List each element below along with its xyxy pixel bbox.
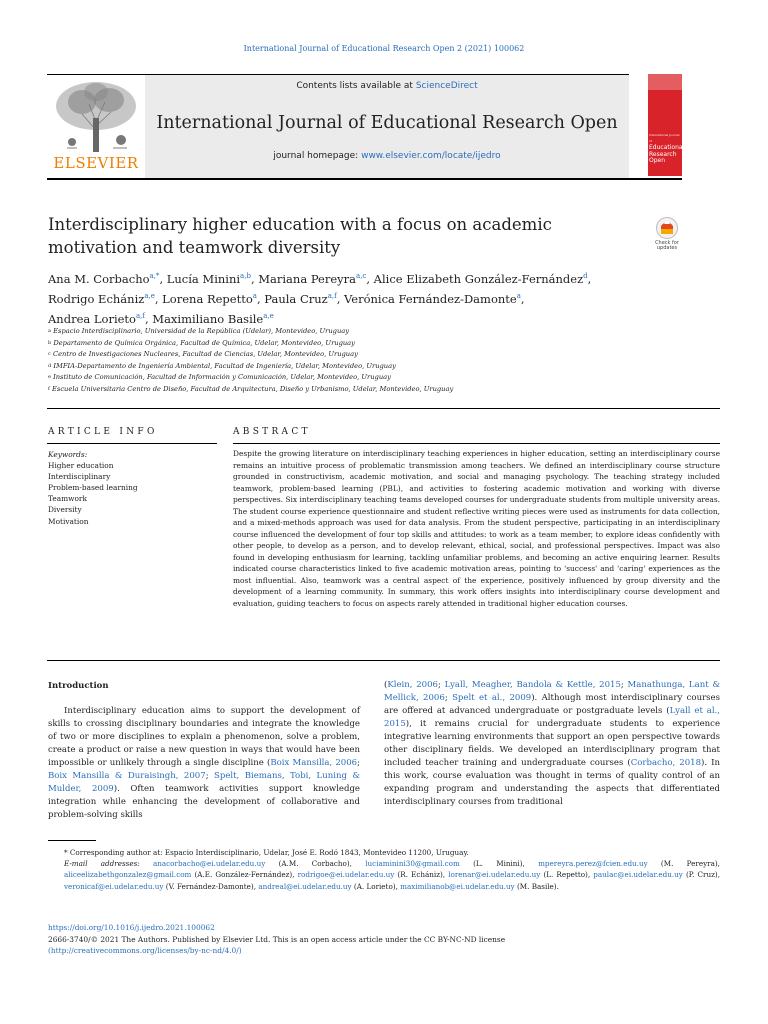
- affiliation-key: e: [48, 374, 51, 381]
- author-list: Ana M. Corbacho$^{a,*}$, Lucía Minini$^{a,b}$, Mariana Pereyra$^{a,c}$, Alice Elizabeth González-Fernández$^d$, Rodrigo Echániz$^{a,e}$, Lorena Repetto$^a$, Paula Cruz$^{a,f}$, Verónica Fernández-Damonte$^a$, Andrea Lorieto$^{a,f}$, Maximiliano Basile$^{a,e}$: [48, 271, 592, 326]
- author-affiliation-mark[interactable]: a,c: [356, 272, 367, 280]
- cover-line: Educational: [649, 144, 685, 152]
- affiliation-item: [48, 361, 688, 373]
- email-owner: (M. Basile).: [516, 881, 559, 891]
- author-name: Maximiliano Basile: [152, 311, 264, 326]
- citation-link[interactable]: Corbacho, 2018: [630, 758, 702, 768]
- email-link[interactable]: luciaminini30@gmail.com: [365, 859, 460, 869]
- footnotes: [48, 847, 720, 892]
- keyword-item: Interdisciplinary: [48, 472, 111, 482]
- section-heading-introduction: Introduction: [48, 681, 109, 691]
- author-name: Andrea Lorieto: [48, 311, 136, 326]
- author-name: Lucía Minini: [166, 271, 241, 286]
- affiliation-text: Instituto de Comunicación, Facultad de Información y Comunicación, Udelar, Montevideo, Uruguay: [53, 373, 391, 382]
- header-bottom-rule: [47, 178, 682, 180]
- homepage-link[interactable]: www.elsevier.com/locate/ijedro: [361, 151, 501, 161]
- journal-reference[interactable]: International Journal of Educational Research Open 2 (2021) 100062: [243, 44, 525, 53]
- sciencedirect-link[interactable]: ScienceDirect: [415, 81, 478, 91]
- email-owner: (V. Fernández-Damonte),: [165, 881, 257, 891]
- author-affiliation-mark[interactable]: a,f: [135, 311, 145, 320]
- author-affiliation-mark[interactable]: a,f: [327, 291, 337, 300]
- abstract-text: Despite the growing literature on interdisciplinary teaching experiences in higher education, setting an interdisciplinary course remains an intuitive process of problematic transmission among teachers. We defined an interdisciplinary course structure grounded in constructivism, academic motivation, and social and managing psychology. The teaching strategy included teamwork, problem-based learning (PBL), and activities to fostering academic motivation and working with diverse perspectives. Six interdisciplinary teaching teams developed courses for undergraduate students from multiple university areas. The student course experience questionnaire and student reflective writing pieces were used as instruments for data collection, and a mixed-methods approach was used for data analysis. From the student perspective, participating in an interdisciplinary course influenced the development of four top skills and attitudes: to work as a team member, to explore ideas confidently with other people, to develop as a person, and to develop relevant, ethical, social, and professional perspectives. Impact was also found in developing enthusiasm for learning, tackling unfamiliar problems, and becoming an active enquiring learner. Results indicated course characteristics linked to five academic motivation areas, pointing to 'success' and 'caring' experiences as the most influential. Also, teamwork was a central aspect of the experience, positively influenced by group diversity and the development of a learning community. In summary, this work offers insights into interdisciplinary course development and evaluation, guiding teachers to focus on aspects rarely attended in traditional higher education courses.: [233, 449, 720, 608]
- email-list: [48, 858, 720, 892]
- citation-link[interactable]: Boix Mansilla, 2006: [270, 758, 358, 768]
- author-name: Rodrigo Echániz: [48, 291, 145, 306]
- check-for-updates-badge[interactable]: [650, 216, 684, 256]
- contents-line: [145, 81, 629, 91]
- elsevier-wordmark: ELSEVIER: [53, 154, 139, 172]
- author-affiliation-mark[interactable]: a,e: [144, 291, 155, 300]
- email-owner: (R. Echániz),: [397, 870, 446, 880]
- keywords-block: [48, 449, 218, 527]
- cover-top-strip: [648, 74, 682, 90]
- author-affiliation-mark[interactable]: a,*: [149, 272, 160, 280]
- check-for-updates-label: [650, 241, 684, 251]
- email-owner: (P. Cruz),: [685, 870, 720, 880]
- email-link[interactable]: andreal@ei.udelar.edu.uy: [258, 881, 352, 891]
- affiliation-key: b: [48, 339, 52, 346]
- elsevier-logo[interactable]: [47, 78, 145, 174]
- email-link[interactable]: lorenar@ei.udelar.edu.uy: [448, 870, 541, 880]
- author-affiliation-mark[interactable]: a: [516, 291, 521, 300]
- author-name: Mariana Pereyra: [258, 271, 357, 286]
- cover-line: Research: [649, 150, 677, 158]
- affiliation-list: [48, 326, 688, 396]
- affiliation-item: [48, 338, 688, 350]
- affiliation-text: Escuela Universitaria Centro de Diseño, Facultad de Arquitectura, Diseño y Urbanismo, Udelar, Montevideo, Uruguay: [52, 384, 454, 393]
- citation-link[interactable]: Spelt, Biemans, Tobi, Luning & Mulder, 2009: [48, 771, 360, 794]
- body-column-right: (Klein, 2006; Lyall, Meagher, Bandola & Kettle, 2015; Manathunga, Lant & Mellick, 2006; Spelt et al., 2009). Although most interdisciplinary courses are offered at advanced undergraduate or postgraduate levels (Lyall et al., 2015), it remains crucial for undergraduate students to experience integrative learning environments that support an open perspective towards other disciplinary fields. We developed an interdisciplinary program that included teacher training and undergraduate courses (Corbacho, 2018). In this work, course evaluation was thought in terms of quality control of an expanding program and understanding the aspects that differentiated interdisciplinary courses from traditional: [384, 680, 720, 807]
- author-name: Lorena Repetto: [162, 291, 253, 306]
- keyword-item: Teamwork: [48, 494, 87, 504]
- license-text: 2666-3740/© 2021 The Authors. Published by Elsevier Ltd. This is an open access article under the CC BY-NC-ND license: [48, 934, 506, 944]
- affiliation-text: Centro de Investigaciones Nucleares, Facultad de Ciencias, Udelar, Montevideo, Uruguay: [52, 350, 358, 359]
- author-affiliation-mark[interactable]: a: [252, 291, 257, 300]
- email-link[interactable]: veronicaf@ei.udelar.edu.uy: [64, 881, 164, 891]
- affiliation-text: Departamento de Química Orgánica, Facultad de Química, Udelar, Montevideo, Uruguay: [53, 338, 355, 347]
- email-owner: (A.E. González-Fernández),: [194, 870, 295, 880]
- cfu-line: Check for: [655, 240, 679, 246]
- email-link[interactable]: maximilianob@ei.udelar.edu.uy: [400, 881, 515, 891]
- divider: [47, 408, 720, 409]
- footnote-rule: [48, 840, 96, 841]
- corresponding-author-note: [48, 847, 720, 858]
- divider: [233, 443, 720, 444]
- doi-block: [48, 922, 720, 957]
- divider: [47, 443, 217, 444]
- affiliation-item: [48, 384, 688, 396]
- affiliation-key: c: [48, 351, 51, 358]
- email-link[interactable]: paulac@ei.udelar.edu.uy: [593, 870, 683, 880]
- keyword-item: Motivation: [48, 516, 89, 526]
- affiliation-key: f: [48, 385, 50, 392]
- keywords-label: Keywords:: [48, 450, 88, 459]
- article-title: Interdisciplinary higher education with a focus on academic motivation and teamwork diversity: [48, 215, 552, 257]
- citation-link[interactable]: Boix Mansilla & Duraisingh, 2007: [48, 771, 206, 781]
- doi-link[interactable]: https://doi.org/10.1016/j.ijedro.2021.100062: [48, 923, 215, 932]
- affiliation-key: d: [48, 362, 52, 369]
- citation-link[interactable]: Spelt et al., 2009: [452, 693, 532, 703]
- email-link[interactable]: anacorbacho@ei.udelar.edu.uy: [152, 859, 266, 869]
- article-info-heading: ARTICLE INFO: [48, 427, 158, 437]
- contents-prefix: Contents lists available at: [296, 81, 416, 91]
- citation-link[interactable]: Lyall et al., 2015: [384, 706, 720, 729]
- email-link[interactable]: aliceelizabethgonzalez@gmail.com: [64, 870, 192, 880]
- journal-title: International Journal of Educational Research Open: [156, 113, 618, 133]
- journal-cover[interactable]: [648, 74, 685, 176]
- email-owner: (L. Minini),: [473, 859, 525, 869]
- cover-title: [648, 132, 683, 164]
- cover-line: Open: [649, 156, 666, 164]
- cover-small-text: International Journal of: [649, 133, 680, 144]
- journal-homepage: [145, 151, 629, 161]
- license-link[interactable]: (http://creativecommons.org/licenses/by-nc-nd/4.0/): [48, 946, 242, 955]
- keyword-item: Problem-based learning: [48, 483, 138, 493]
- email-link[interactable]: mpereyra.perez@fcien.edu.uy: [538, 859, 648, 869]
- keyword-item: Diversity: [48, 505, 82, 515]
- author-name: Alice Elizabeth González-Fernández: [373, 271, 584, 286]
- keyword-item: Higher education: [48, 461, 114, 471]
- affiliation-item: [48, 372, 688, 384]
- email-label: E-mail addresses:: [64, 859, 140, 869]
- email-owner: (L. Repetto),: [543, 870, 591, 880]
- email-owner: (A. Lorieto),: [353, 881, 398, 891]
- citation-link[interactable]: Lyall, Meagher, Bandola & Kettle, 2015: [444, 680, 621, 690]
- author-affiliation-mark[interactable]: a,e: [263, 311, 274, 320]
- email-owner: (M. Pereyra),: [660, 859, 720, 869]
- cfu-line: updates: [656, 245, 678, 251]
- citation-link[interactable]: Klein, 2006: [387, 680, 438, 690]
- affiliation-text: Espacio Interdisciplinario, Universidad de la República (Udelar), Montevideo, Uruguay: [53, 327, 350, 335]
- author-affiliation-mark[interactable]: a,b: [240, 272, 251, 280]
- author-name: Verónica Fernández-Damonte: [344, 291, 517, 306]
- abstract-heading: ABSTRACT: [233, 427, 311, 437]
- affiliation-key: a: [48, 328, 51, 334]
- check-for-updates-icon: [650, 216, 684, 240]
- citation-link[interactable]: Manathunga, Lant & Mellick, 2006: [384, 680, 720, 703]
- footnote-marker: *: [64, 848, 70, 857]
- affiliation-text: IMFIA-Departamento de Ingeniería Ambiental, Facultad de Ingeniería, Udelar, Montevideo, Uruguay: [53, 361, 396, 370]
- affiliation-item: [48, 349, 688, 361]
- author-name: Paula Cruz: [264, 291, 328, 306]
- divider: [47, 660, 720, 661]
- author-name: Ana M. Corbacho: [48, 271, 150, 286]
- email-owner: (A.M. Corbacho),: [278, 859, 352, 869]
- affiliation-item: [48, 326, 688, 338]
- email-link[interactable]: rodrigoe@ei.udelar.edu.uy: [297, 870, 395, 880]
- corresponding-text: Corresponding author at: Espacio Interdisciplinario, Udelar, José E. Rodó 1843, Montevideo 11200, Uruguay.: [69, 848, 469, 857]
- homepage-prefix: journal homepage:: [273, 151, 362, 161]
- tree-icon: [47, 78, 145, 154]
- body-column-left: Interdisciplinary education aims to support the development of skills to crossing disciplinary boundaries and integrate the knowledge of two or more disciplines to explain a phenomenon, solve a problem, create a product or raise a new question in ways that would have been impossible or unlikely through a single discipline (Boix Mansilla, 2006; Boix Mansilla & Duraisingh, 2007; Spelt, Biemans, Tobi, Luning & Mulder, 2009). Often teamwork activities support knowledge integration while enhancing the development of collaborative and problem-solving skills: [48, 706, 361, 820]
- author-affiliation-mark[interactable]: d: [583, 272, 588, 280]
